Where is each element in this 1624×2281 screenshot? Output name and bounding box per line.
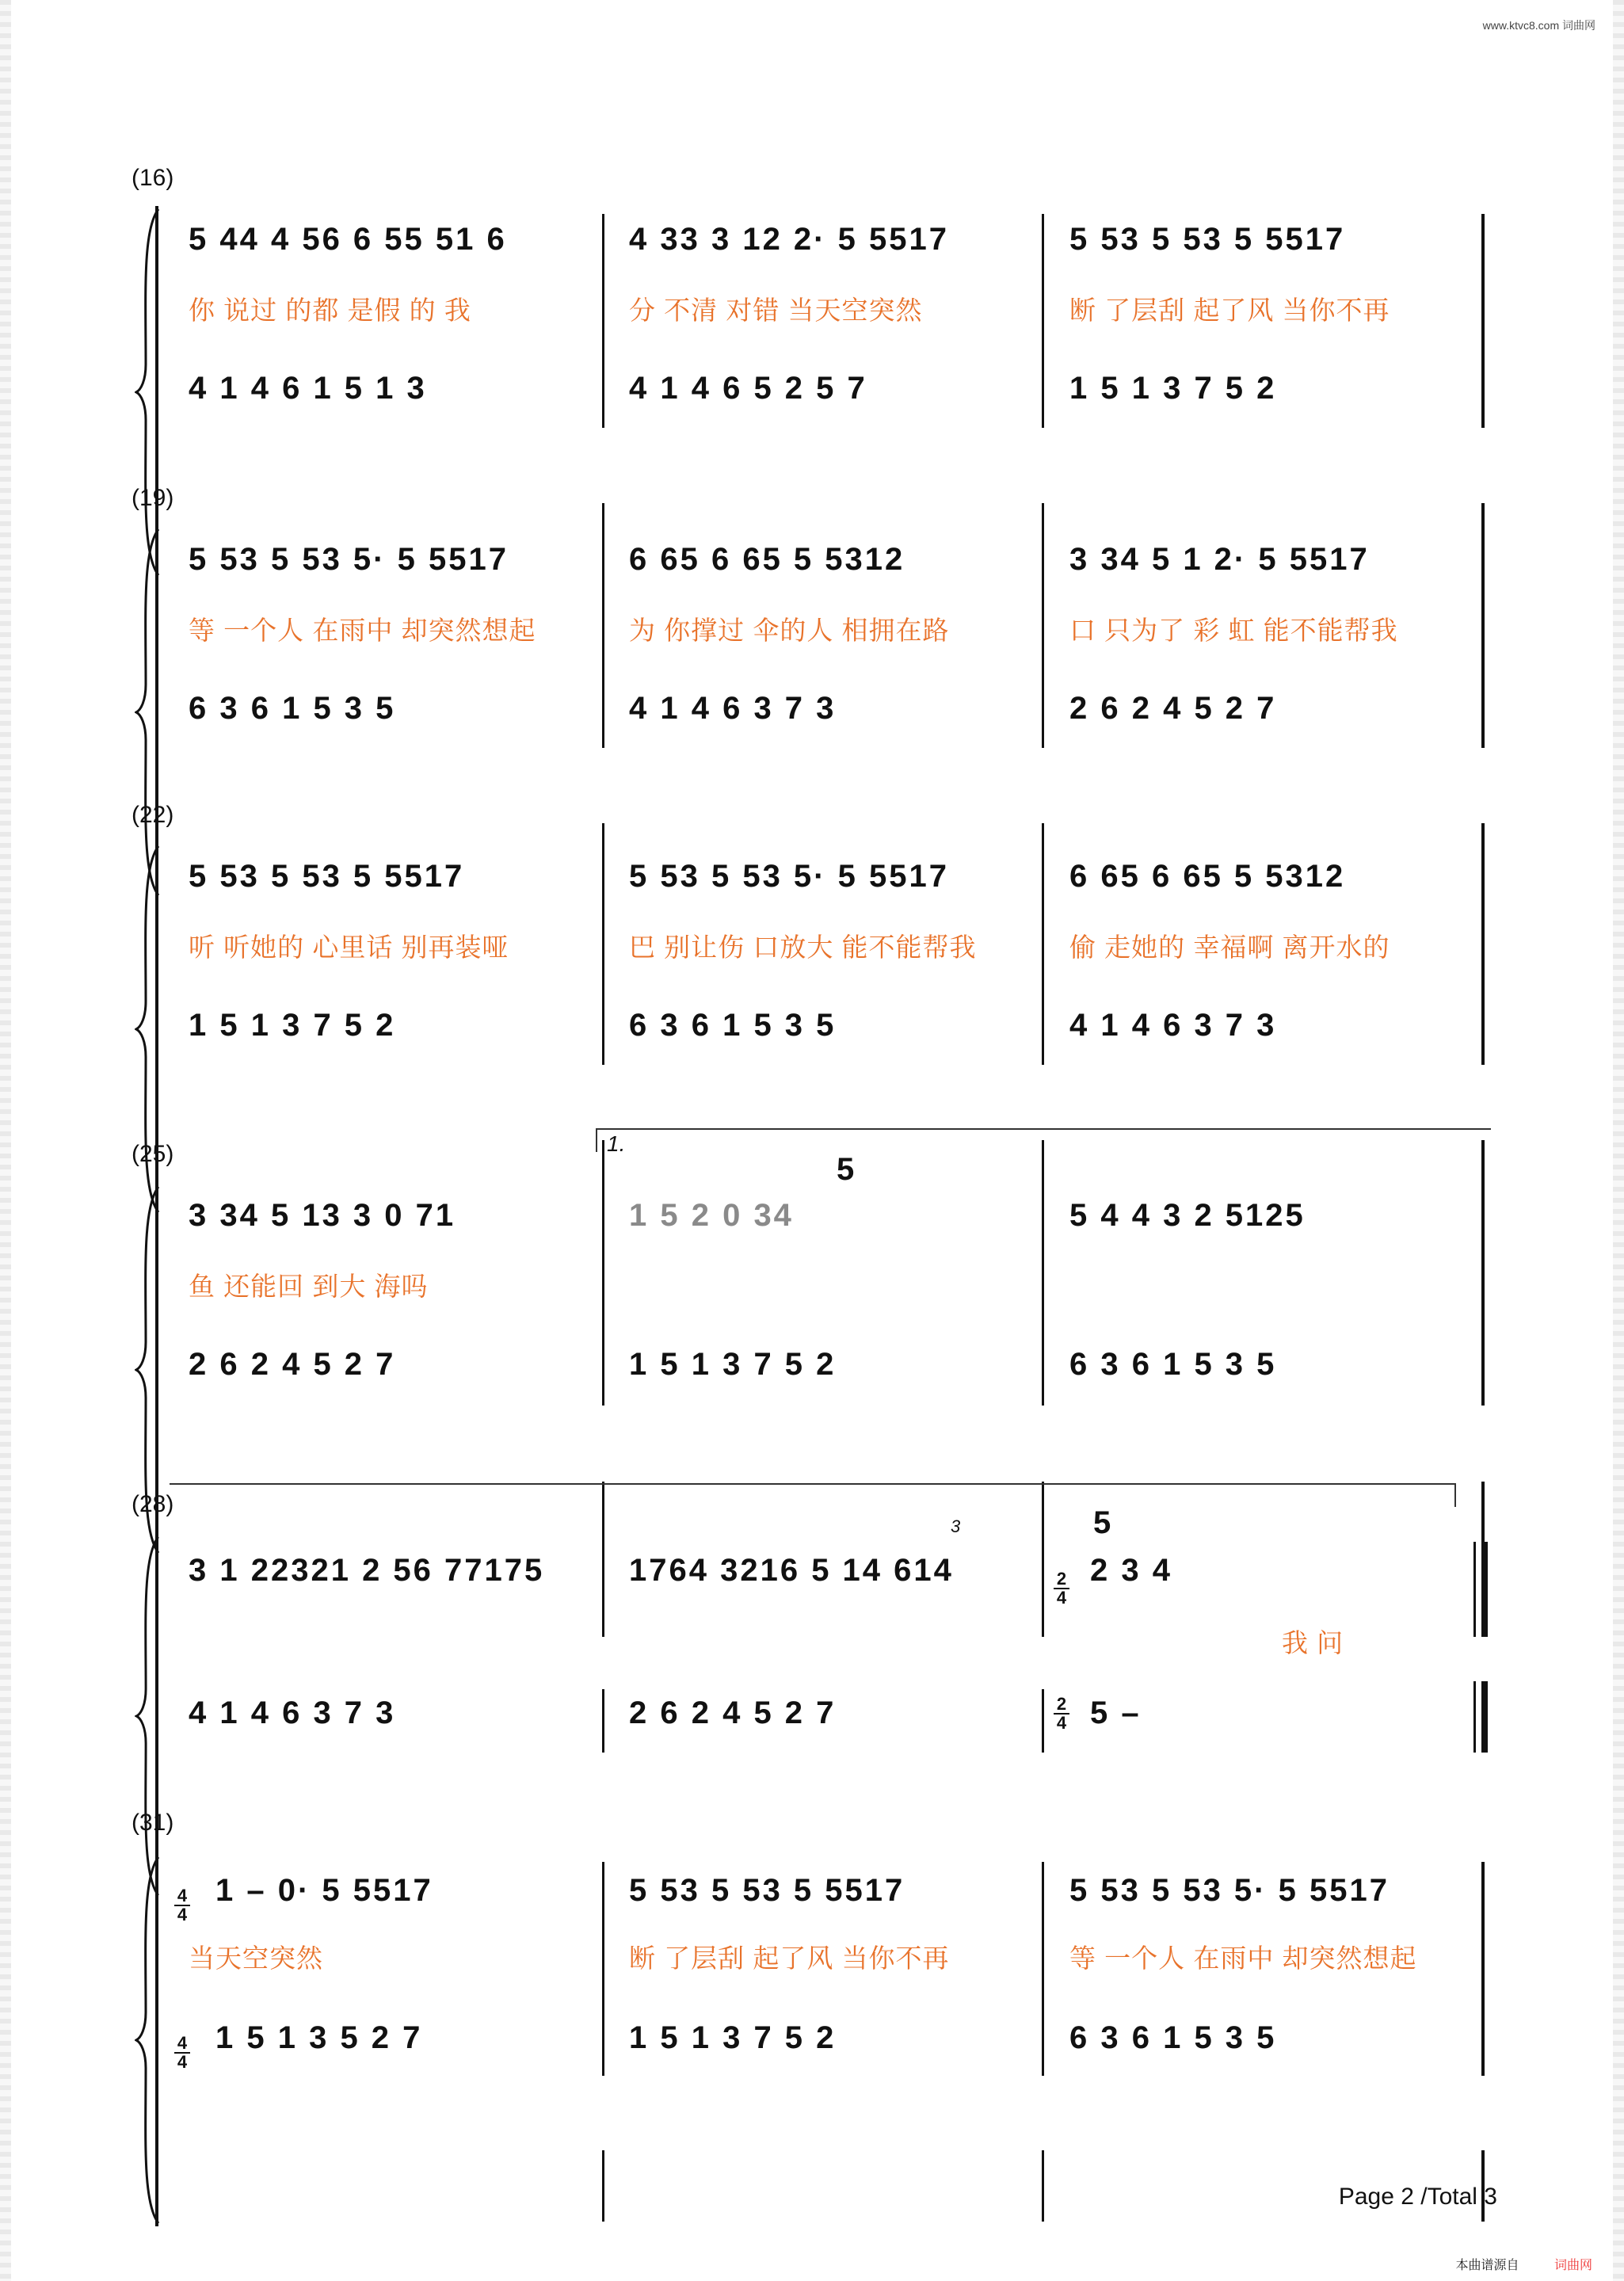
barline bbox=[1042, 1542, 1044, 1637]
measure-melody: 4 33 3 12 2· 5 5517 bbox=[629, 222, 949, 257]
measure-melody: 6 65 6 65 5 5312 bbox=[629, 542, 905, 577]
barline bbox=[1481, 534, 1485, 748]
time-signature bbox=[1054, 1570, 1069, 1607]
measure-lyrics: 分 不清 对错 当天空突然 bbox=[629, 296, 923, 325]
measure-bass: 4 1 4 6 3 7 3 bbox=[189, 1695, 396, 1730]
measure-bass: 4 1 4 6 5 2 5 7 bbox=[629, 371, 867, 406]
barline bbox=[1042, 214, 1044, 428]
barline bbox=[602, 534, 604, 748]
measure-bass: 4 1 4 6 3 7 3 bbox=[1069, 1008, 1277, 1043]
timesig-denominator: 4 bbox=[174, 2052, 190, 2071]
measure-bass: 1 5 1 3 5 2 7 bbox=[215, 2020, 423, 2055]
measure-number: (28) bbox=[132, 1491, 174, 1517]
measure-lyrics: 断 了层刮 起了风 当你不再 bbox=[1069, 296, 1390, 325]
left-edge-strip bbox=[0, 0, 11, 2281]
barline bbox=[1481, 1192, 1485, 1406]
measure-number: (25) bbox=[132, 1141, 174, 1167]
measure-melody: 1 5 2 0 34 bbox=[629, 1198, 794, 1233]
system-line bbox=[155, 206, 158, 578]
measure-melody: 1 – 0· 5 5517 bbox=[215, 1873, 433, 1908]
page-number: Page 2 /Total 3 bbox=[1338, 2184, 1497, 2210]
measure-lyrics: 等 一个人 在雨中 却突然想起 bbox=[1069, 1943, 1417, 1973]
measure-lyrics: 鱼 还能回 到大 海吗 bbox=[189, 1272, 429, 1301]
measure-bass: 1 5 1 3 7 5 2 bbox=[1069, 371, 1277, 406]
measure-bass: 6 3 6 1 5 3 5 bbox=[189, 691, 396, 726]
timesig-numerator: 2 bbox=[1056, 1694, 1067, 1714]
measure-number: (22) bbox=[132, 802, 174, 828]
measure-melody: 5 53 5 53 5· 5 5517 bbox=[629, 859, 949, 894]
measure-melody: 5 44 4 56 6 55 51 6 bbox=[189, 222, 507, 257]
timesig-denominator: 4 bbox=[174, 1905, 190, 1924]
measure-melody: 5 53 5 53 5 5517 bbox=[629, 1873, 905, 1908]
repeat-barline bbox=[1473, 1681, 1476, 1753]
brace-icon bbox=[135, 1854, 163, 2226]
measure-melody: 1764 3216 5 14 614 bbox=[629, 1553, 954, 1588]
triplet-mark: 3 bbox=[951, 1516, 961, 1536]
barline bbox=[602, 1192, 604, 1406]
measure-melody: 5 53 5 53 5 5517 bbox=[189, 859, 465, 894]
barline bbox=[1042, 851, 1044, 1065]
footer-brand[interactable]: 词曲网 bbox=[1553, 2259, 1592, 2272]
measure-melody: 5 53 5 53 5· 5 5517 bbox=[189, 542, 509, 577]
measure-melody: 3 34 5 1 2· 5 5517 bbox=[1069, 542, 1370, 577]
barline bbox=[1042, 1192, 1044, 1406]
barline bbox=[602, 2150, 604, 2222]
measure-bass: 2 6 2 4 5 2 7 bbox=[189, 1347, 396, 1382]
measure-lyrics: 为 你撑过 伞的人 相拥在路 bbox=[629, 616, 950, 645]
measure-lyrics: 我 问 bbox=[1282, 1628, 1344, 1657]
measure-melody: 5 53 5 53 5· 5 5517 bbox=[1069, 1873, 1390, 1908]
barline bbox=[602, 851, 604, 1065]
barline bbox=[1042, 2150, 1044, 2222]
measure-lyrics: 你 说过 的都 是假 的 我 bbox=[189, 296, 471, 325]
measure-bass: 2 6 2 4 5 2 7 bbox=[629, 1695, 837, 1730]
volta-bracket bbox=[596, 1128, 1491, 1156]
measure-lyrics: 巴 别让伤 口放大 能不能帮我 bbox=[629, 933, 977, 962]
time-signature bbox=[1054, 1695, 1069, 1732]
measure-melody: 3 34 5 13 3 0 71 bbox=[189, 1198, 456, 1233]
measure-bass: 1 5 1 3 7 5 2 bbox=[629, 1347, 837, 1382]
measure-lyrics: 听 听她的 心里话 别再装哑 bbox=[189, 933, 509, 962]
barline bbox=[1042, 1689, 1044, 1753]
measure-lyrics: 偷 走她的 幸福啊 离开水的 bbox=[1069, 933, 1390, 962]
timesig-numerator: 4 bbox=[177, 2033, 188, 2053]
measure-lyrics: 断 了层刮 起了风 当你不再 bbox=[629, 1943, 950, 1973]
barline bbox=[602, 1689, 604, 1753]
measure-bass: 5 – bbox=[1090, 1695, 1142, 1730]
barline bbox=[1042, 534, 1044, 748]
brace-icon bbox=[135, 1534, 163, 1898]
system-line bbox=[155, 1534, 158, 1898]
measure-bass: 6 3 6 1 5 3 5 bbox=[1069, 1347, 1277, 1382]
repeat-barline bbox=[1473, 1542, 1476, 1637]
footer bbox=[1456, 2255, 1592, 2273]
measure-lyrics: 等 一个人 在雨中 却突然想起 bbox=[189, 616, 536, 645]
measure-bass: 6 3 6 1 5 3 5 bbox=[629, 1008, 837, 1043]
right-edge-strip bbox=[1613, 0, 1624, 2281]
measure-bass: 2 6 2 4 5 2 7 bbox=[1069, 691, 1277, 726]
barline bbox=[602, 1862, 604, 2076]
volta-bracket bbox=[170, 1483, 1456, 1507]
system-line bbox=[155, 1854, 158, 2226]
chord-top-note: 5 bbox=[837, 1152, 857, 1187]
repeat-barline bbox=[1481, 1681, 1488, 1753]
measure-bass: 4 1 4 6 1 5 1 3 bbox=[189, 371, 427, 406]
measure-lyrics: 当天空突然 bbox=[189, 1943, 323, 1973]
volta-label: 1. bbox=[607, 1131, 626, 1156]
barline bbox=[1481, 214, 1485, 428]
time-signature bbox=[174, 1887, 190, 1924]
measure-number: (31) bbox=[132, 1810, 174, 1836]
footer-source: 本曲谱源自 bbox=[1455, 2259, 1519, 2272]
measure-melody: 3 1 22321 2 56 77175 bbox=[189, 1553, 545, 1588]
barline bbox=[602, 214, 604, 428]
brace-icon bbox=[135, 206, 163, 578]
barline bbox=[602, 1542, 604, 1637]
timesig-numerator: 4 bbox=[177, 1886, 188, 1905]
measure-bass: 1 5 1 3 7 5 2 bbox=[189, 1008, 396, 1043]
timesig-numerator: 2 bbox=[1056, 1569, 1067, 1589]
site-watermark: www.ktvc8.com 词曲网 bbox=[1482, 19, 1595, 32]
chord-top-note: 5 bbox=[1093, 1505, 1114, 1540]
measure-melody: 5 4 4 3 2 5125 bbox=[1069, 1198, 1306, 1233]
repeat-barline bbox=[1481, 1542, 1488, 1637]
measure-number: (16) bbox=[132, 165, 174, 191]
barline bbox=[1481, 1862, 1485, 2076]
measure-lyrics: 口 只为了 彩 虹 能不能帮我 bbox=[1069, 616, 1398, 645]
time-signature bbox=[174, 2035, 190, 2071]
measure-number: (19) bbox=[132, 485, 174, 511]
measure-melody: 2 3 4 bbox=[1090, 1553, 1172, 1588]
measure-bass: 6 3 6 1 5 3 5 bbox=[1069, 2020, 1277, 2055]
barline bbox=[1042, 1862, 1044, 2076]
measure-bass: 4 1 4 6 3 7 3 bbox=[629, 691, 837, 726]
measure-bass: 1 5 1 3 7 5 2 bbox=[629, 2020, 837, 2055]
measure-melody: 6 65 6 65 5 5312 bbox=[1069, 859, 1346, 894]
measure-melody: 5 53 5 53 5 5517 bbox=[1069, 222, 1346, 257]
timesig-denominator: 4 bbox=[1054, 1588, 1069, 1607]
barline bbox=[1481, 851, 1485, 1065]
timesig-denominator: 4 bbox=[1054, 1713, 1069, 1732]
